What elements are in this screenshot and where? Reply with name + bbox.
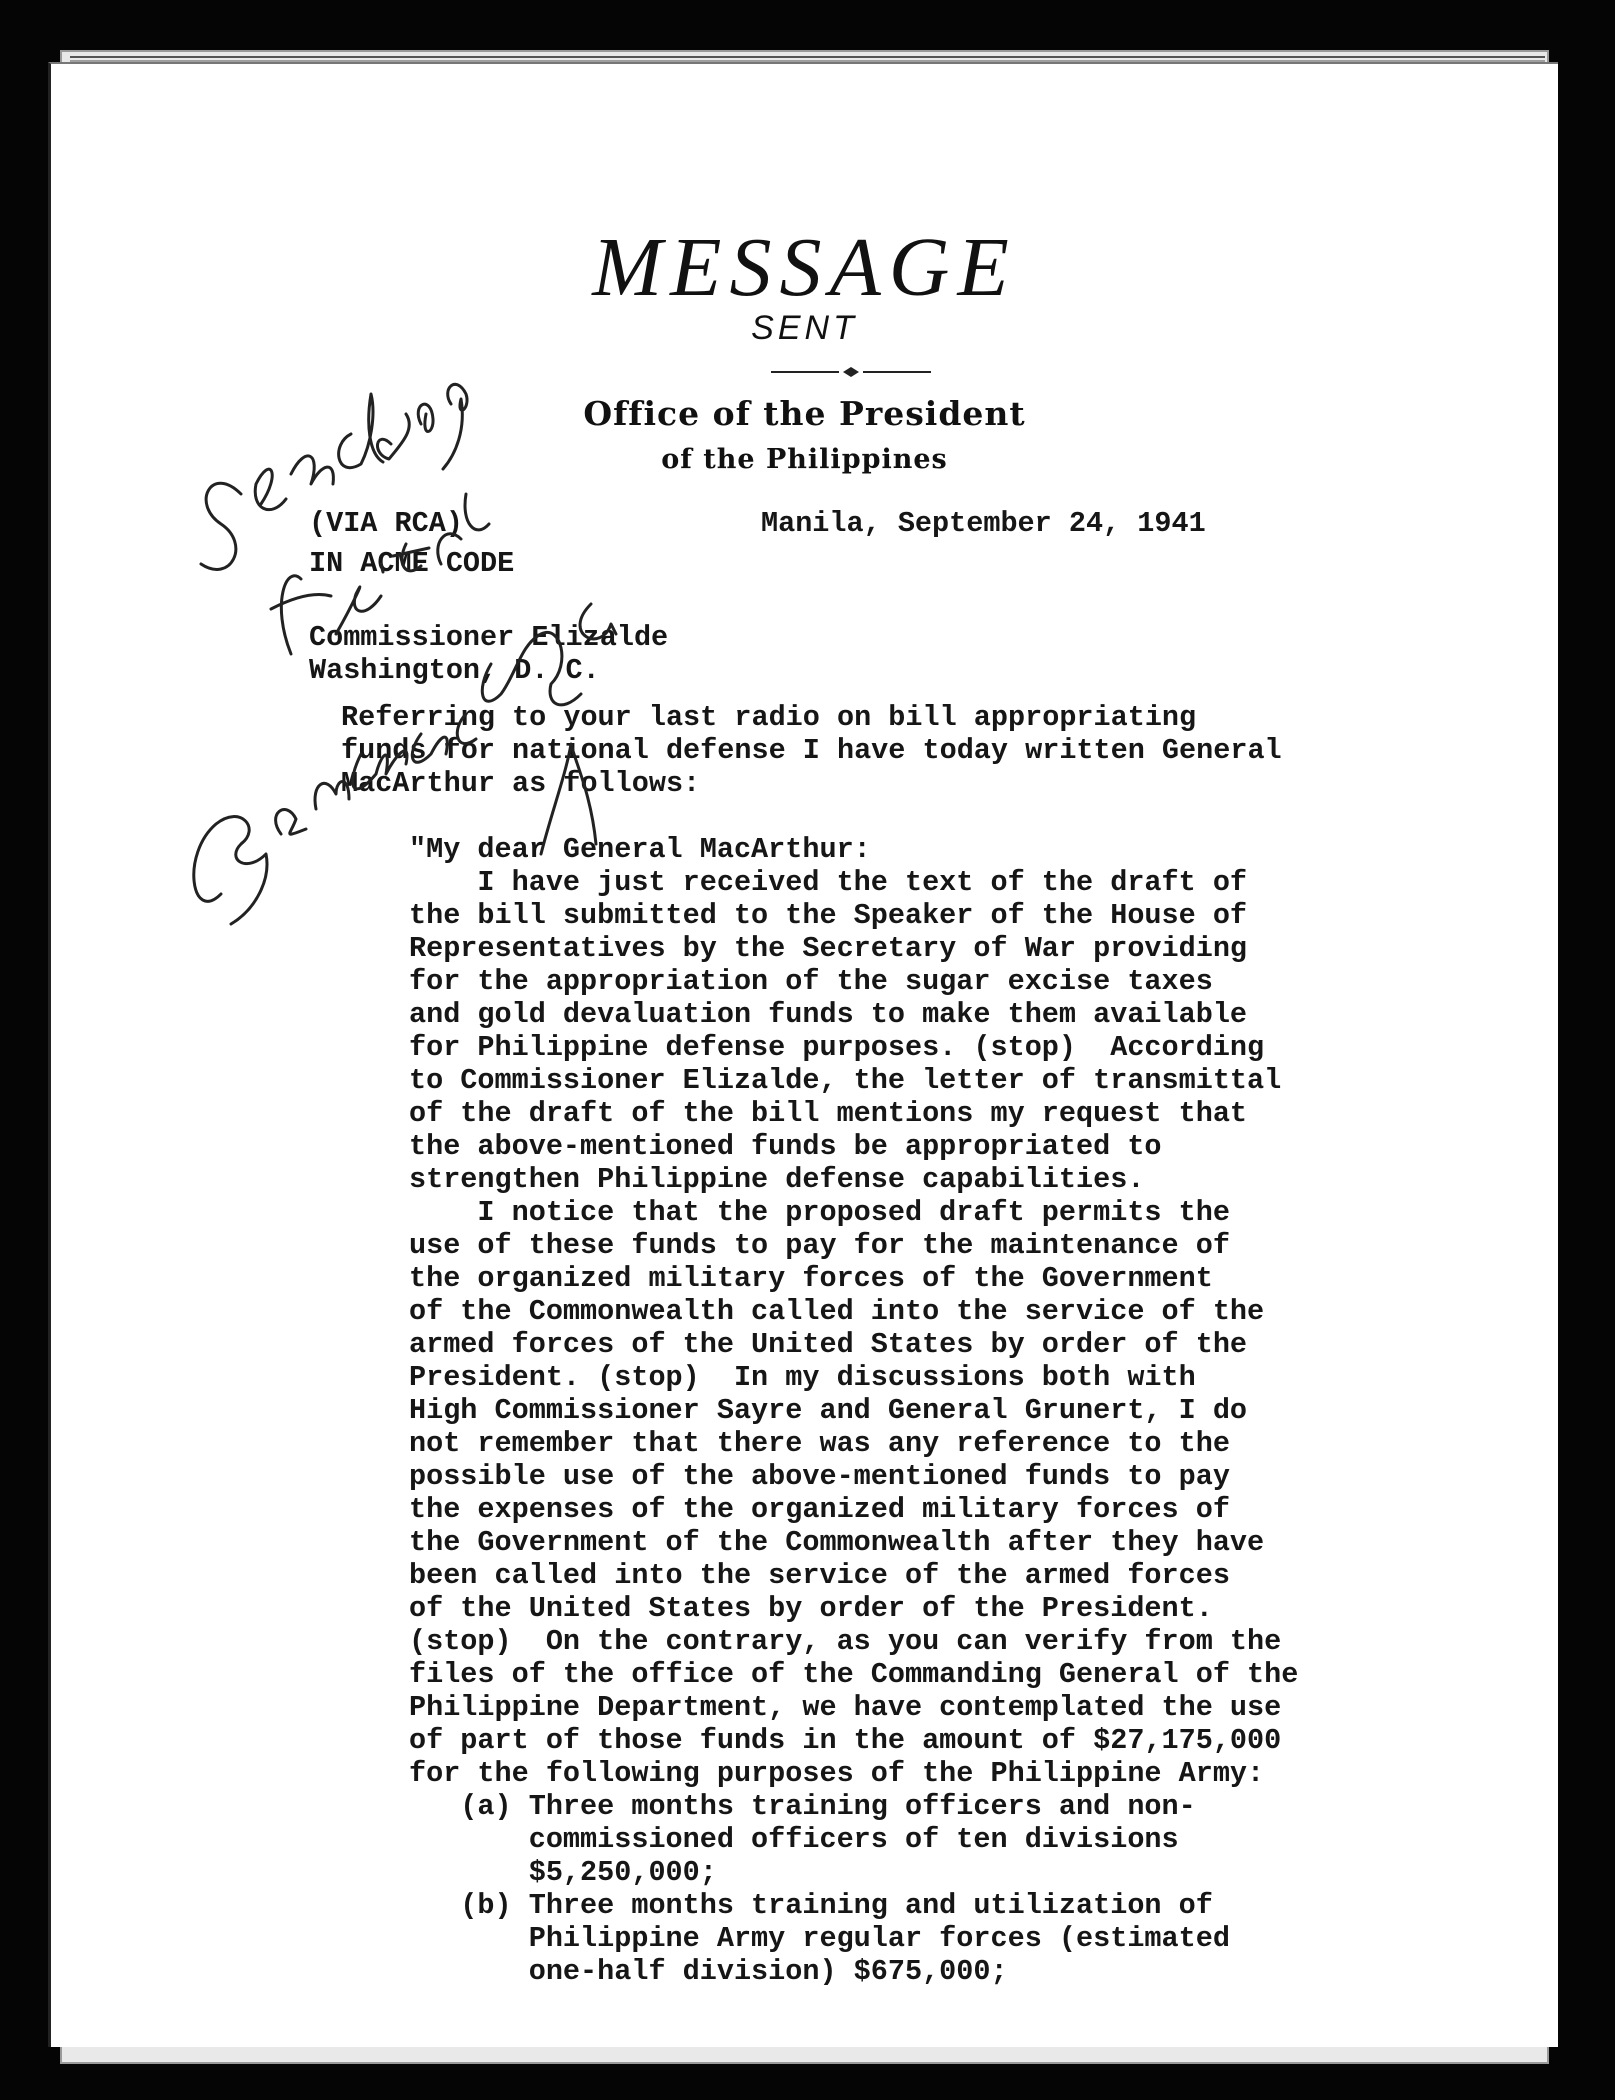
letter-line: I have just received the text of the draft of xyxy=(409,866,1248,899)
routing-line: IN ACME CODE xyxy=(309,547,515,580)
letter-line: of the Commonwealth called into the service of the xyxy=(409,1295,1265,1328)
letter-line: (stop) On the contrary, as you can verify from the xyxy=(409,1625,1282,1658)
letter-line: strengthen Philippine defense capabilities. xyxy=(409,1163,1145,1196)
letter-line: for the appropriation of the sugar excise taxes xyxy=(409,965,1213,998)
letter-line: Representatives by the Secretary of War providing xyxy=(409,932,1248,965)
letter-line: the Government of the Commonwealth after they have xyxy=(409,1526,1265,1559)
letter-line: use of these funds to pay for the maintenance of xyxy=(409,1229,1230,1262)
letter-line: Philippine Department, we have contemplated the use xyxy=(409,1691,1282,1724)
letter-line: commissioned officers of ten divisions xyxy=(409,1823,1179,1856)
letter-line: not remember that there was any reference to the xyxy=(409,1427,1230,1460)
page-edge xyxy=(70,56,1545,58)
letter-line: (b) Three months training and utilization of xyxy=(409,1889,1213,1922)
letterhead-subtitle: SENT xyxy=(751,309,858,347)
letter-line: one-half division) $675,000; xyxy=(409,1955,1008,1988)
letter-line: for the following purposes of the Philippine Army: xyxy=(409,1757,1265,1790)
letter-line: been called into the service of the armed forces xyxy=(409,1559,1230,1592)
dateline: Manila, September 24, 1941 xyxy=(761,507,1206,540)
ornament-divider xyxy=(771,364,931,380)
letter-line: of the United States by order of the President. xyxy=(409,1592,1213,1625)
letter-line: President. (stop) In my discussions both with xyxy=(409,1361,1196,1394)
letter-line: the above-mentioned funds be appropriated to xyxy=(409,1130,1162,1163)
document-page xyxy=(48,62,1558,2047)
letterhead-title: MESSAGE xyxy=(592,221,1017,314)
letter-line: armed forces of the United States by order of the xyxy=(409,1328,1248,1361)
intro-line: MacArthur as follows: xyxy=(341,767,701,800)
letter-line: of the draft of the bill mentions my request that xyxy=(409,1097,1248,1130)
letterhead-office-sub: of the Philippines xyxy=(661,444,948,475)
letter-line: possible use of the above-mentioned funds to pay xyxy=(409,1460,1230,1493)
letter-line: to Commissioner Elizalde, the letter of transmittal xyxy=(409,1064,1282,1097)
routing-line: (VIA RCA) xyxy=(309,507,463,540)
letter-line: Philippine Army regular forces (estimated xyxy=(409,1922,1230,1955)
letter-line: I notice that the proposed draft permits the xyxy=(409,1196,1230,1229)
letter-line: the bill submitted to the Speaker of the House of xyxy=(409,899,1248,932)
letter-line: High Commissioner Sayre and General Grunert, I do xyxy=(409,1394,1248,1427)
letter-line: files of the office of the Commanding General of the xyxy=(409,1658,1299,1691)
recipient-name: Commissioner Elizalde xyxy=(309,621,669,654)
letter-line: (a) Three months training officers and non- xyxy=(409,1790,1196,1823)
intro-line: Referring to your last radio on bill appropriating xyxy=(341,701,1197,734)
handwritten-note xyxy=(121,334,621,974)
letter-line: "My dear General MacArthur: xyxy=(409,833,871,866)
letter-line: $5,250,000; xyxy=(409,1856,717,1889)
recipient-place: Washington, D. C. xyxy=(309,654,600,687)
letter-line: the organized military forces of the Government xyxy=(409,1262,1213,1295)
letter-line: the expenses of the organized military forces of xyxy=(409,1493,1230,1526)
letter-line: of part of those funds in the amount of $27,175,000 xyxy=(409,1724,1282,1757)
letterhead-office: Office of the President xyxy=(583,394,1026,433)
intro-line: funds for national defense I have today written General xyxy=(341,734,1282,767)
letter-line: and gold devaluation funds to make them available xyxy=(409,998,1248,1031)
letter-line: for Philippine defense purposes. (stop) According xyxy=(409,1031,1265,1064)
